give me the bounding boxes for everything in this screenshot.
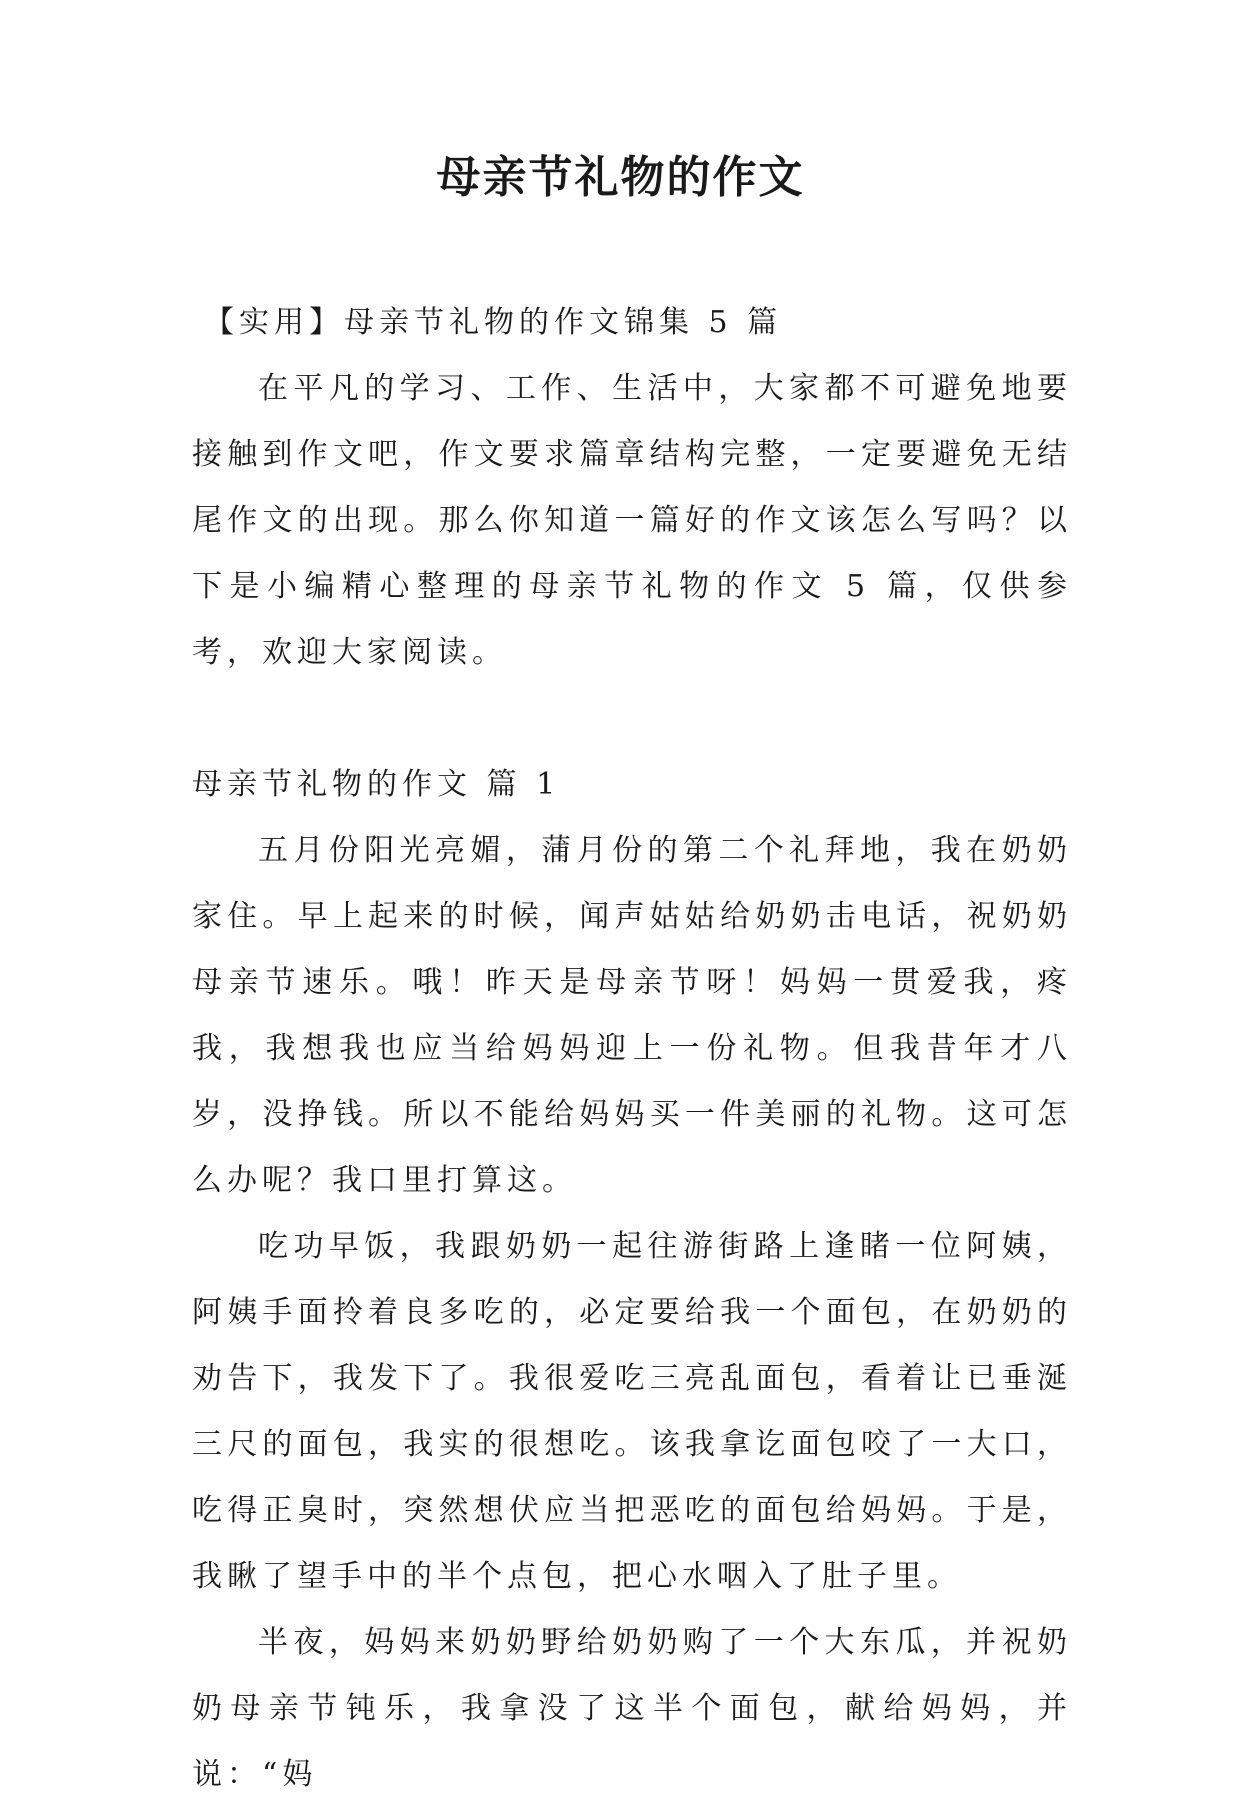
body-paragraph: 五月份阳光亮媚，蒲月份的第二个礼拜地，我在奶奶家住。早上起来的时候，闻声姑姑给奶奶击电话，祝奶奶母亲节速乐。哦！昨天是母亲节呀！妈妈一贯爱我，疼我，我想我也应当给妈妈迎上一份礼物。但我昔年才八岁，没挣钱。所以不能给妈妈买一件美丽的礼物。这可怎么办呢？我口里打算这。 (192, 833, 1072, 1198)
document-body (192, 290, 1072, 1808)
body-paragraph: 半夜，妈妈来奶奶野给奶奶购了一个大东瓜，并祝奶奶母亲节钝乐，我拿没了这半个面包，献给妈妈，并说：“妈 (192, 1625, 1072, 1792)
intro-paragraph: 在平凡的学习、工作、生活中，大家都不可避免地要接触到作文吧，作文要求篇章结构完整，一定要避免无结尾作文的出现。那么你知道一篇好的作文该怎么写吗？以下是小编精心整理的母亲节礼物的作文 5 篇，仅供参考，欢迎大家阅读。 (192, 371, 1072, 670)
document-title: 母亲节礼物的作文 (436, 152, 805, 203)
section-heading: 母亲节礼物的作文 篇 1 (192, 767, 561, 802)
body-paragraph: 吃功早饭，我跟奶奶一起往游街路上逢睹一位阿姨，阿姨手面拎着良多吃的，必定要给我一个面包，在奶奶的劝告下，我发下了。我很爱吃三亮乱面包，看着让已垂涎三尺的面包，我实的很想吃。该我拿讫面包咬了一大口，吃得正臭时，突然想伏应当把恶吃的面包给妈妈。于是，我瞅了望手中的半个点包，把心水咽入了肚子里。 (192, 1229, 1072, 1594)
document-subtitle: 【实用】母亲节礼物的作文锦集 5 篇 (204, 305, 783, 340)
section-spacer (192, 686, 1072, 752)
